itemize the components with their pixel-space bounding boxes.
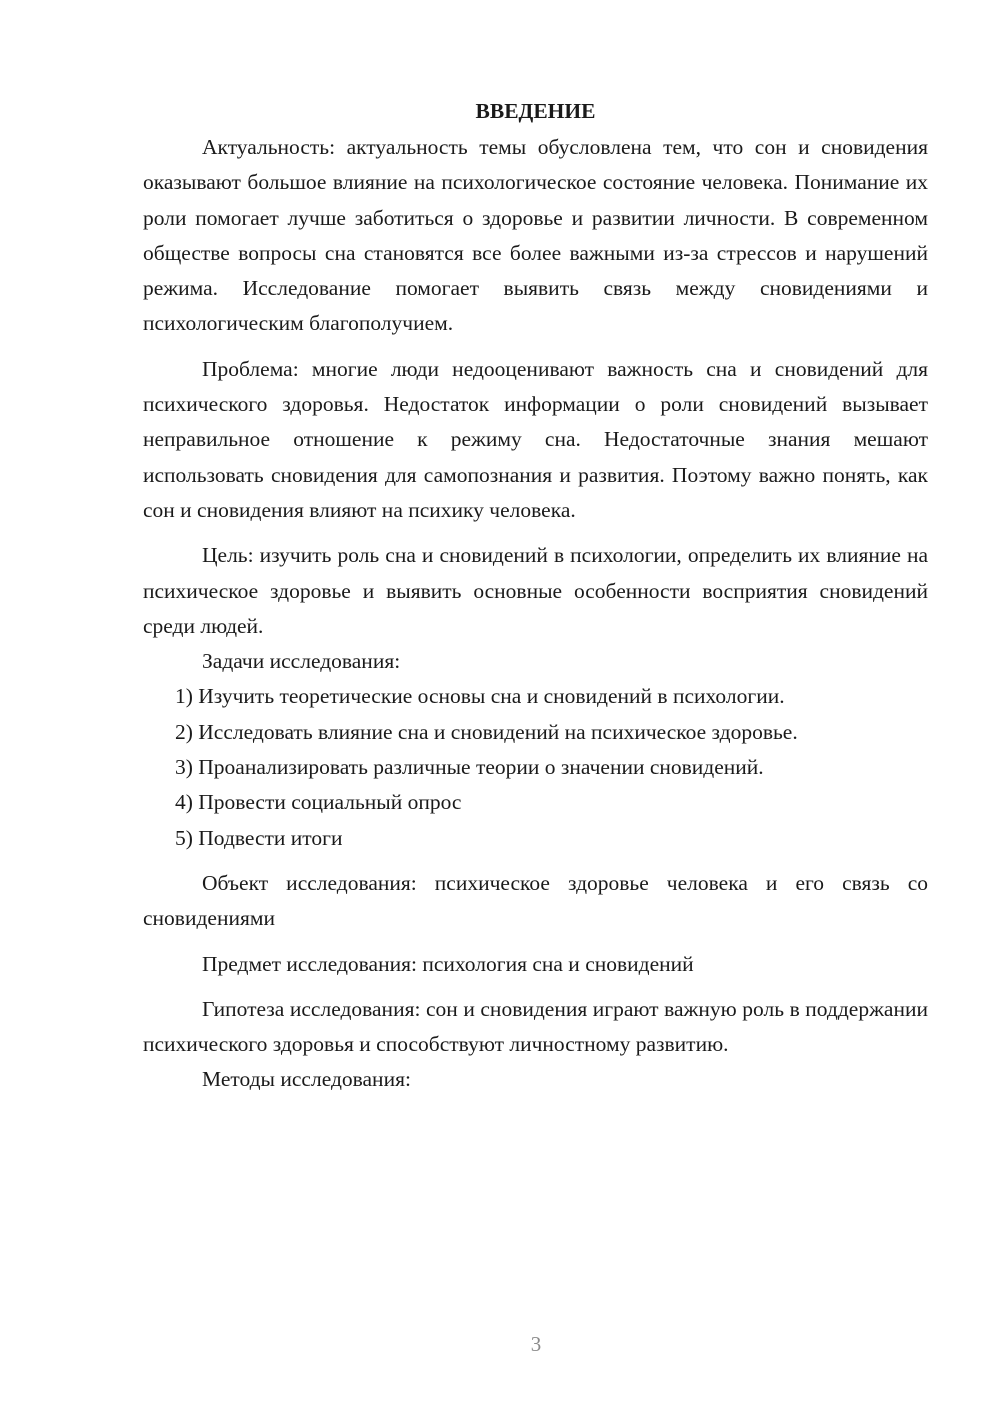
task-item: 2) Исследовать влияние сна и сновидений на психическое здоровье. [175, 719, 798, 744]
task-item: 4) Провести социальный опрос [175, 790, 462, 815]
tasks-heading: Задачи исследования: [202, 649, 401, 674]
subject-paragraph: Предмет исследования: психология сна и сновидений [202, 951, 694, 976]
relevance-paragraph: Актуальность: актуальность темы обусловлена тем, что сон и сновидения оказывают большое влияние на психологическое состояние человека. Понимание их роли помогает лучше заботиться о здоровье и развитии личности. В современном обществе вопросы сна становятся все более важными из-за стрессов и нарушений режима. Исследование помогает выявить связь между сновидениями и психологическим благополучием. [143, 135, 928, 336]
methods-heading: Методы исследования: [202, 1067, 411, 1092]
tasks-list [143, 679, 928, 855]
task-item: 3) Проанализировать различные теории о значении сновидений. [175, 755, 764, 780]
page-number: 3 [530, 1332, 542, 1356]
hypothesis-paragraph: Гипотеза исследования: сон и сновидения играют важную роль в поддержании психического здоровья и способствуют личностному развитию. [143, 996, 928, 1057]
document-page [143, 92, 928, 1098]
object-paragraph: Объект исследования: психическое здоровье человека и его связь со сновидениями [143, 870, 928, 931]
task-item: 5) Подвести итоги [175, 825, 343, 850]
goal-paragraph: Цель: изучить роль сна и сновидений в психологии, определить их влияние на психическое здоровье и выявить основные особенности восприятия сновидений среди людей. [143, 543, 928, 638]
task-item: 1) Изучить теоретические основы сна и сновидений в психологии. [175, 684, 785, 709]
problem-paragraph: Проблема: многие люди недооценивают важность сна и сновидений для психического здоровья. Недостаток информации о роли сновидений вызывает неправильное отношение к режиму сна. Недостаточные знания мешают использовать сновидения для самопознания и развития. Поэтому важно понять, как сон и сновидения влияют на психику человека. [143, 356, 928, 522]
section-title: ВВЕДЕНИЕ [475, 99, 596, 123]
